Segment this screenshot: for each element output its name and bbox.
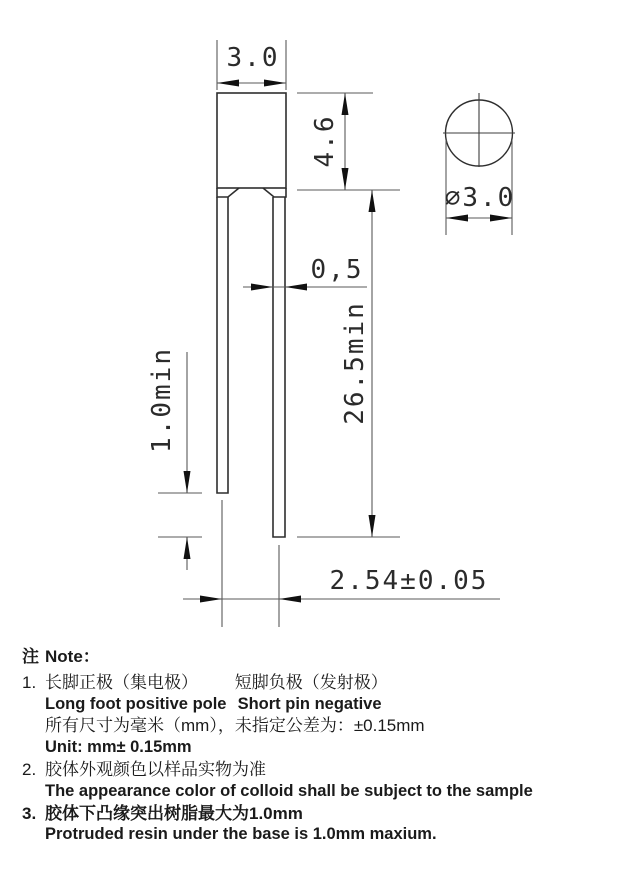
dim-body-width-label: 3.0 — [226, 43, 280, 73]
note-2-marker: 2. — [22, 759, 37, 779]
notes-title-marker: 注 — [22, 647, 39, 666]
note-1-marker: 1. — [22, 672, 37, 692]
led-seat-chamfer — [217, 188, 286, 197]
note-3-en: Protruded resin under the base is 1.0mm maxium. — [45, 825, 437, 844]
led-body-outline — [217, 93, 286, 188]
note-3-cn-row — [22, 803, 614, 825]
crosshair-lines — [443, 93, 515, 167]
note-1-en-right: Short pin negative — [237, 694, 382, 713]
dim-pin-width-label: 0,5 — [310, 255, 364, 285]
dim-diameter-label: ⌀3.0 — [444, 183, 516, 213]
note-1-cn-left: 长脚正极（集电极） — [45, 672, 198, 692]
note-1-cn-row — [22, 672, 614, 694]
notes-section — [22, 646, 614, 846]
dim-body-height-label: 4.6 — [310, 114, 340, 168]
note-2-en: The appearance color of colloid shall be subject to the sample — [45, 781, 533, 800]
dim-standoff-label: 1.0min — [147, 347, 177, 453]
note-1-cn-units: 所有尺寸为毫米（mm），未指定公差为：±0.15mm — [45, 716, 425, 736]
note-3-en-row — [22, 824, 614, 846]
led-top-view — [443, 93, 515, 167]
note-1-en-row — [22, 694, 614, 716]
note-1-en-units: Unit: mm± 0.15mm — [45, 738, 192, 757]
note-1-cn-right: 短脚负极（发射极） — [234, 672, 388, 692]
note-2-cn: 胶体外观颜色以样品实物为准 — [45, 759, 266, 779]
led-long-pin — [273, 197, 285, 537]
led-side-view — [217, 93, 286, 537]
note-1-cn-units-row — [22, 715, 614, 737]
notes-title-row — [22, 646, 614, 668]
dim-pin-pitch-label: 2.54±0.05 — [329, 566, 489, 596]
dim-pin-length-label: 26.5min — [340, 301, 370, 425]
note-1-en-left: Long foot positive pole — [45, 694, 227, 713]
notes-title: Note： — [45, 647, 100, 666]
led-short-pin — [217, 197, 228, 493]
note-3-marker: 3. — [22, 803, 37, 823]
note-2-en-row — [22, 781, 614, 803]
note-1-en-units-row — [22, 737, 614, 759]
note-2-cn-row — [22, 759, 614, 781]
note-3-cn: 胶体下凸缘突出树脂最大为1.0mm — [45, 803, 303, 823]
